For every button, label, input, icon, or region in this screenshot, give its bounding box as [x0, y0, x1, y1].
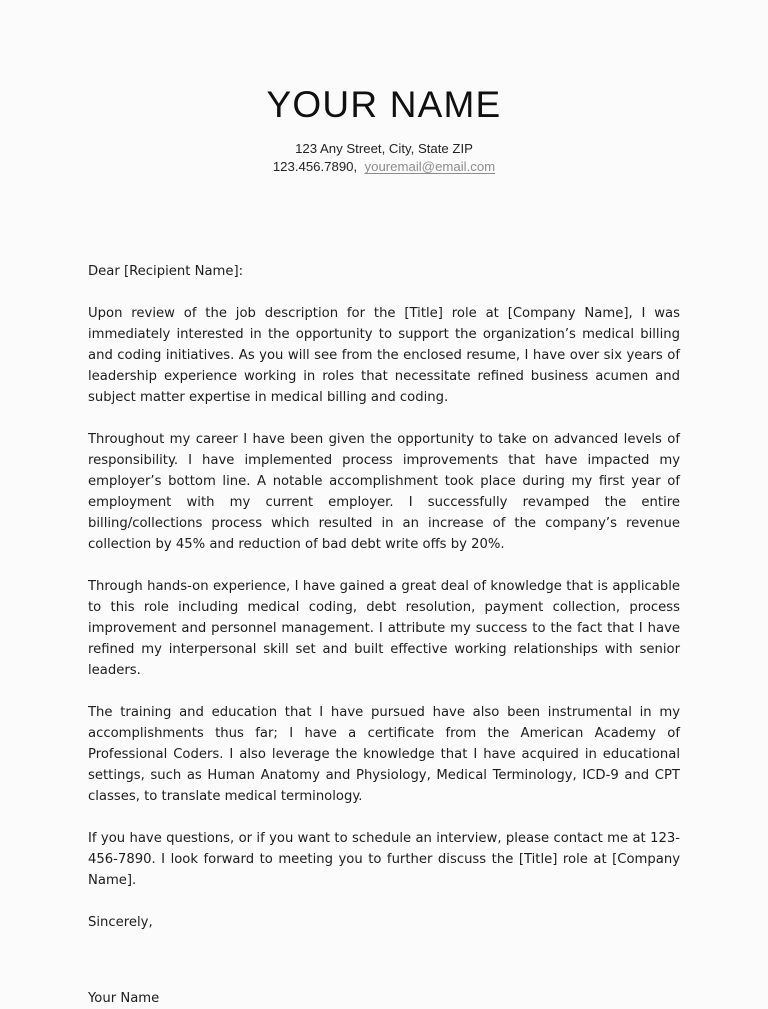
contact-block — [0, 140, 768, 177]
letterhead — [0, 0, 768, 177]
phone-email-line — [0, 158, 768, 177]
email-link[interactable]: youremail@email.com — [364, 159, 496, 175]
closing-salutation: Sincerely, — [88, 914, 153, 930]
letter-paragraph-1: Upon review of the job description for the [Title] role at [Company Name], I was immediately interested in the opportunity to support the organization’s medical billing and coding initiatives. As you will see from the enclosed resume, I have over six years of leadership experience working in roles that necessitate refined business acumen and subject matter expertise in medical billing and coding. — [88, 305, 680, 405]
phone-number: 123.456.7890, — [272, 159, 358, 175]
signature-name: Your Name — [88, 990, 160, 1006]
address-line: 123 Any Street, City, State ZIP — [295, 140, 473, 156]
applicant-name: YOUR NAME — [266, 84, 502, 125]
letter-paragraph-2: Throughout my career I have been given the opportunity to take on advanced levels of responsibility. I have implemented process improvements that have impacted my employer’s bottom line. A notable accomplishment took place during my first year of employment with my current employer. I successfully revamped the entire billing/collections process which resulted in an increase of the company’s revenue collection by 45% and reduction of bad debt write offs by 20%. — [88, 431, 680, 552]
letter-paragraph-5: If you have questions, or if you want to schedule an interview, please contact me at 123-456-7890. I look forward to meeting you to further discuss the [Title] role at [Company Name]. — [88, 830, 680, 888]
letter-paragraph-4: The training and education that I have pursued have also been instrumental in my accomplishments thus far; I have a certificate from the American Academy of Professional Coders. I also leverage the knowledge that I have acquired in educational settings, such as Human Anatomy and Physiology, Medical Terminology, ICD-9 and CPT classes, to translate medical terminology. — [88, 704, 680, 804]
salutation: Dear [Recipient Name]: — [88, 263, 244, 279]
letter-body — [0, 177, 768, 1009]
letter-paragraph-3: Through hands-on experience, I have gained a great deal of knowledge that is applicable to this role including medical coding, debt resolution, payment collection, process improvement and personnel management. I attribute my success to the fact that I have refined my interpersonal skill set and built effective working relationships with senior leaders. — [88, 578, 680, 678]
